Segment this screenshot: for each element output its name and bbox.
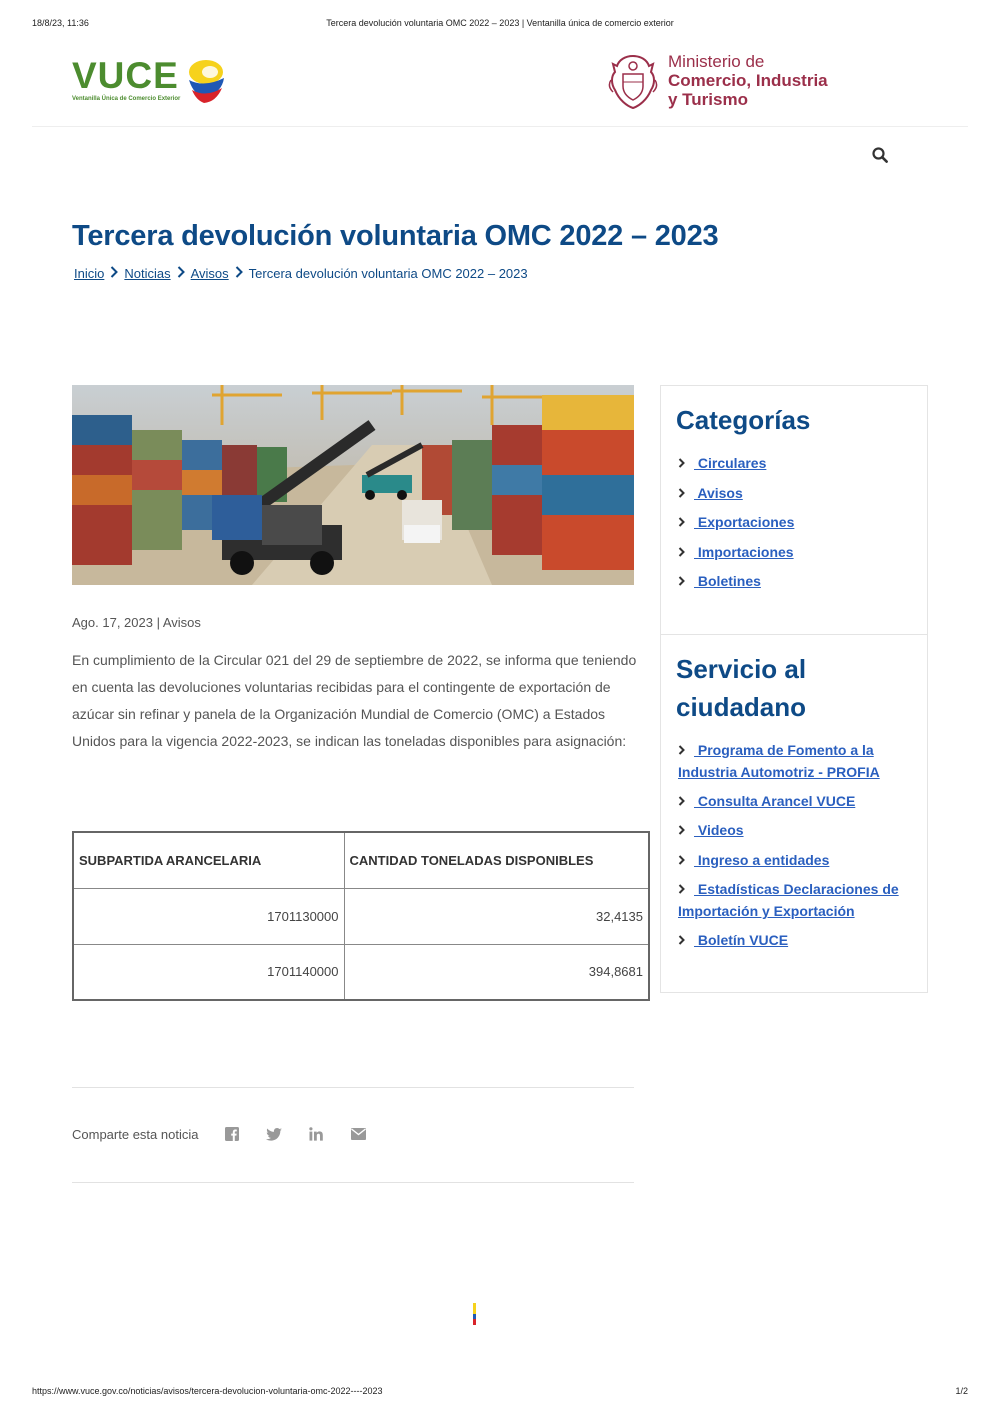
print-title: Tercera devolución voluntaria OMC 2022 – 2023 | Ventanilla única de comercio exterior <box>326 18 674 28</box>
chevron-right-icon <box>678 741 694 762</box>
service-link-ingreso-entidades[interactable]: Ingreso a entidades <box>694 851 830 868</box>
twitter-icon[interactable] <box>260 1126 288 1142</box>
service-link-boletin-vuce[interactable]: Boletín VUCE <box>694 931 789 948</box>
list-item <box>678 850 923 872</box>
colombia-flag-swirl-icon <box>184 58 226 104</box>
table-header-subpartida: SUBPARTIDA ARANCELARIA <box>73 832 344 888</box>
print-url: https://www.vuce.gov.co/noticias/avisos/tercera-devolucion-voluntaria-omc-2022----2023 <box>32 1386 383 1396</box>
chevron-right-icon <box>678 572 694 593</box>
vuce-logo-subtitle: Ventanilla Única de Comercio Exterior <box>72 96 181 102</box>
list-item <box>678 791 923 813</box>
chevron-right-icon <box>678 513 694 534</box>
page-title: Tercera devolución voluntaria OMC 2022 – 2023 <box>72 220 719 252</box>
list-item <box>678 483 923 505</box>
categories-heading: Categorías <box>676 405 811 435</box>
service-link-profia[interactable]: Programa de Fomento a la Industria Automotriz - PROFIA <box>678 742 880 780</box>
chevron-right-icon <box>104 266 124 281</box>
available-tonnage-table <box>72 831 650 1001</box>
service-link-videos[interactable]: Videos <box>694 822 744 838</box>
chevron-right-icon <box>678 821 694 842</box>
search-icon[interactable] <box>872 147 890 165</box>
list-item <box>678 820 923 842</box>
share-divider-top <box>72 1087 634 1088</box>
list-item <box>678 879 923 922</box>
coat-of-arms-icon <box>607 52 659 110</box>
ministry-line-1: Ministerio de <box>668 52 765 71</box>
table-header-cantidad: CANTIDAD TONELADAS DISPONIBLES <box>344 832 649 888</box>
print-page-number: 1/2 <box>955 1386 968 1396</box>
chevron-right-icon <box>678 543 694 564</box>
breadcrumb-current: Tercera devolución voluntaria OMC 2022 – 2023 <box>248 266 528 281</box>
list-item <box>678 571 923 593</box>
list-item <box>678 512 923 534</box>
list-item <box>678 740 923 783</box>
service-list <box>678 740 923 959</box>
categories-list <box>678 453 923 601</box>
category-link-importaciones[interactable]: Importaciones <box>694 543 794 560</box>
chevron-right-icon <box>678 931 694 952</box>
breadcrumb-inicio[interactable]: Inicio <box>74 266 105 281</box>
chevron-right-icon <box>229 266 249 281</box>
vuce-logo-word: VUCE <box>72 55 179 96</box>
breadcrumb <box>74 266 528 281</box>
service-link-estadisticas[interactable]: Estadísticas Declaraciones de Importación y Exportación <box>678 881 899 919</box>
chevron-right-icon <box>678 454 694 475</box>
table-cell-cantidad: 32,4135 <box>344 888 649 944</box>
ministry-logo[interactable] <box>607 52 847 112</box>
chevron-right-icon <box>678 880 694 901</box>
article-body: En cumplimiento de la Circular 021 del 29 de septiembre de 2022, se informa que teniendo en cuenta las devoluciones voluntarias recibidas para el contingente de exportación de azúcar sin refinar y panela de la Organización Mundial de Comercio (OMC) a Estados Unidos para la vigencia 2022-2023, se indican las toneladas disponibles para asignación: <box>72 652 637 749</box>
category-link-exportaciones[interactable]: Exportaciones <box>694 514 795 530</box>
sidebar-divider <box>661 634 927 635</box>
table-cell-subpartida: 1701140000 <box>73 944 344 1000</box>
vuce-logo[interactable] <box>72 56 232 108</box>
table-cell-cantidad: 394,8681 <box>344 944 649 1000</box>
table-cell-subpartida: 1701130000 <box>73 888 344 944</box>
header-divider <box>32 126 968 127</box>
ministry-line-2: Comercio, Industria <box>668 71 828 90</box>
category-link-boletines[interactable]: Boletines <box>694 573 761 589</box>
sidebar <box>660 385 928 993</box>
linkedin-icon[interactable] <box>302 1126 330 1142</box>
table-row <box>73 944 649 1000</box>
article-meta: Ago. 17, 2023 | Avisos <box>72 615 201 630</box>
breadcrumb-avisos[interactable]: Avisos <box>190 266 229 281</box>
service-link-arancel[interactable]: Consulta Arancel VUCE <box>694 792 856 809</box>
chevron-right-icon <box>171 266 191 281</box>
table-header-row <box>73 832 649 888</box>
chevron-right-icon <box>678 792 694 813</box>
article-hero-image <box>72 385 634 585</box>
share-bar <box>72 1126 386 1142</box>
category-link-circulares[interactable]: Circulares <box>694 455 767 471</box>
ministry-name <box>668 52 828 109</box>
service-heading: Servicio al ciudadano <box>676 654 807 722</box>
print-date: 18/8/23, 11:36 <box>32 18 89 28</box>
list-item <box>678 453 923 475</box>
chevron-right-icon <box>678 484 694 505</box>
category-link-avisos[interactable]: Avisos <box>694 484 743 501</box>
table-row <box>73 888 649 944</box>
ministry-line-3: y Turismo <box>668 90 748 109</box>
colombia-flag-mark-icon <box>473 1303 476 1325</box>
chevron-right-icon <box>678 851 694 872</box>
list-item <box>678 930 923 952</box>
breadcrumb-noticias[interactable]: Noticias <box>124 266 171 281</box>
list-item <box>678 542 923 564</box>
email-icon[interactable] <box>344 1126 372 1142</box>
share-label: Comparte esta noticia <box>72 1126 199 1142</box>
facebook-icon[interactable] <box>218 1126 246 1142</box>
share-divider-bottom <box>72 1182 634 1183</box>
